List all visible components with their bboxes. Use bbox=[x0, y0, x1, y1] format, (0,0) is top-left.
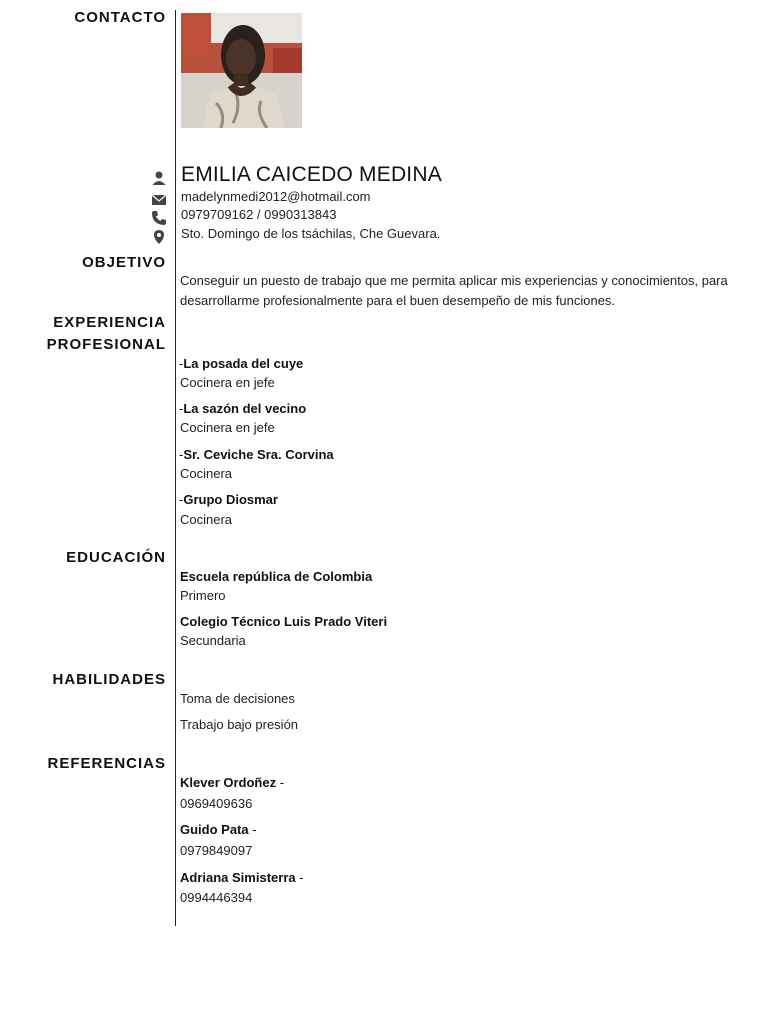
reference-name: Adriana Simisterra - bbox=[180, 870, 304, 885]
skill-item: Toma de decisiones bbox=[180, 691, 295, 706]
section-title-objetivo: OBJETIVO bbox=[82, 254, 166, 271]
section-title-referencias: REFERENCIAS bbox=[47, 755, 166, 772]
vertical-divider bbox=[175, 10, 176, 926]
full-name: EMILIA CAICEDO MEDINA bbox=[181, 163, 442, 186]
experience-place: -La posada del cuye bbox=[179, 356, 304, 371]
section-title-contacto: CONTACTO bbox=[74, 9, 166, 26]
person-icon bbox=[151, 170, 167, 186]
reference-phone: 0979849097 bbox=[180, 843, 253, 858]
profile-photo bbox=[181, 13, 302, 128]
experience-role: Cocinera bbox=[180, 466, 233, 481]
section-title-educacion: EDUCACIÓN bbox=[66, 549, 166, 566]
reference-phone: 0969409636 bbox=[180, 796, 253, 811]
experience-role: Cocinera bbox=[180, 512, 233, 527]
experience-place: -Grupo Diosmar bbox=[179, 492, 278, 507]
envelope-icon bbox=[151, 192, 167, 208]
reference-phone: 0994446394 bbox=[180, 890, 253, 905]
reference-name: Klever Ordoñez - bbox=[180, 775, 285, 790]
experience-role: Cocinera en jefe bbox=[180, 375, 275, 390]
education-level: Primero bbox=[180, 588, 226, 603]
experience-place: -Sr. Ceviche Sra. Corvina bbox=[179, 447, 334, 462]
education-level: Secundaria bbox=[180, 633, 246, 648]
address-text: Sto. Domingo de los tsáchilas, Che Guevara. bbox=[181, 226, 441, 241]
education-school: Escuela república de Colombia bbox=[180, 569, 373, 584]
reference-name: Guido Pata - bbox=[180, 822, 257, 837]
section-title-experiencia: EXPERIENCIA bbox=[53, 314, 166, 331]
phone-icon bbox=[151, 210, 167, 226]
objective-text: Conseguir un puesto de trabajo que me permita aplicar mis experiencias y conocimientos, para desarrollarme profesionalmente para el buen desempeño de mis funciones. bbox=[180, 273, 728, 308]
phone-text: 0979709162 / 0990313843 bbox=[181, 207, 337, 222]
email-text: madelynmedi2012@hotmail.com bbox=[181, 189, 371, 204]
education-school: Colegio Técnico Luis Prado Viteri bbox=[180, 614, 388, 629]
experience-place: -La sazón del vecino bbox=[179, 401, 307, 416]
experience-role: Cocinera en jefe bbox=[180, 420, 275, 435]
section-title-habilidades: HABILIDADES bbox=[52, 671, 166, 688]
section-title-profesional: PROFESIONAL bbox=[46, 336, 166, 353]
location-pin-icon bbox=[151, 229, 167, 245]
skill-item: Trabajo bajo presión bbox=[180, 717, 299, 732]
